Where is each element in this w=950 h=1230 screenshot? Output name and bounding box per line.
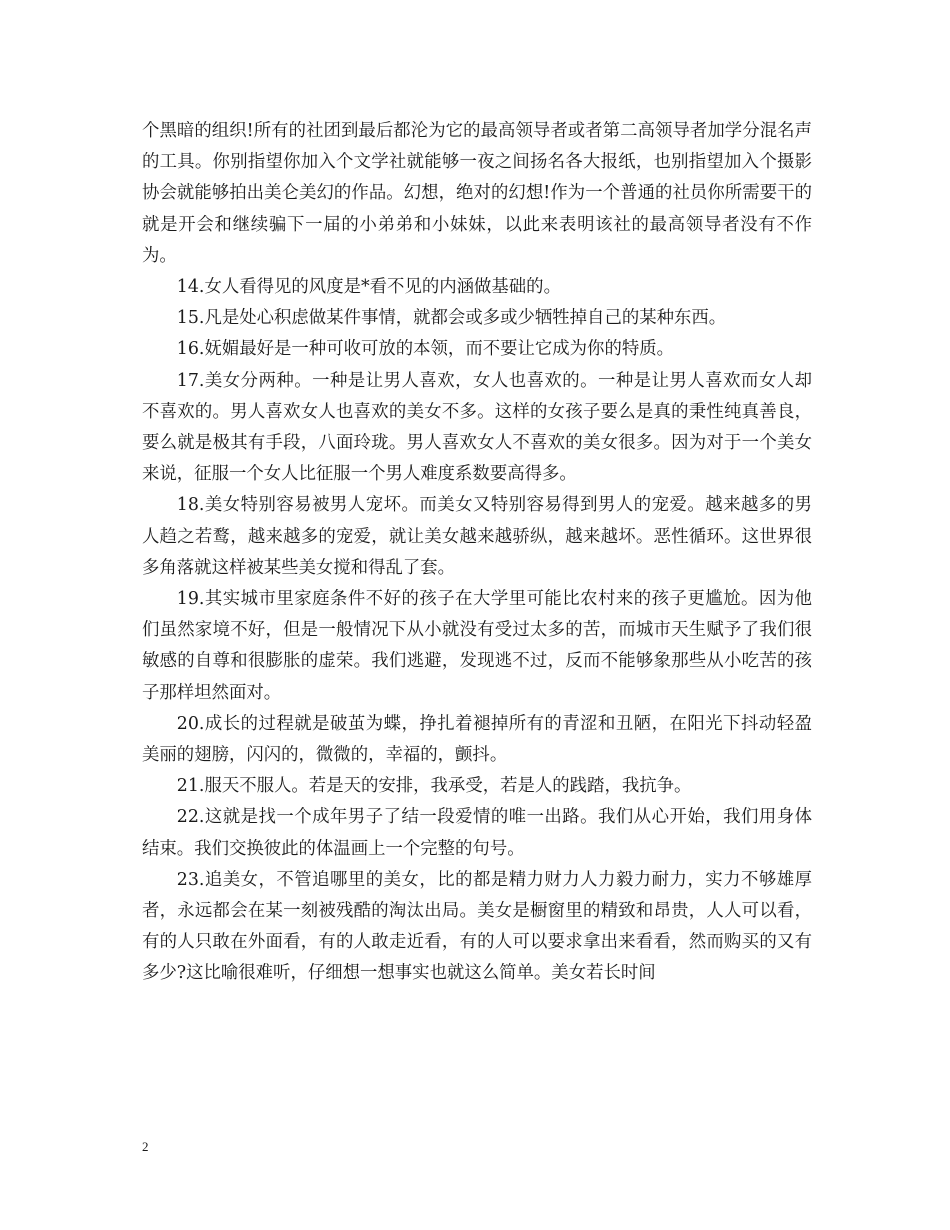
paragraph-17: 17.美女分两种。一种是让男人喜欢，女人也喜欢的。一种是让男人喜欢而女人却不喜欢的。男人喜欢女人也喜欢的美女不多。这样的女孩子要么是真的秉性纯真善良，要么就是极其有手段，八面玲珑。男人喜欢女人不喜欢的美女很多。因为对于一个美女来说，征服一个女人比征服一个男人难度系数要高得多。 [142,370,812,485]
document-body [142,116,812,990]
paragraph-22: 22.这就是找一个成年男子了结一段爱情的唯一出路。我们从心开始，我们用身体结束。我们交换彼此的体温画上一个完整的句号。 [142,807,812,859]
paragraph-18: 18.美女特别容易被男人宠坏。而美女又特别容易得到男人的宠爱。越来越多的男人趋之若鹜，越来越多的宠爱，就让美女越来越骄纵，越来越坏。恶性循环。这世界很多角落就这样被某些美女搅和得乱了套。 [142,495,812,578]
paragraph-21: 21.服天不服人。若是天的安排，我承受，若是人的践踏，我抗争。 [176,776,692,797]
paragraph-23: 23.追美女，不管追哪里的美女，比的都是精力财力人力毅力耐力，实力不够雄厚者，永远都会在某一刻被残酷的淘汰出局。美女是橱窗里的精致和昂贵，人人可以看，有的人只敢在外面看，有的人敢走近看，有的人可以要求拿出来看看，然而购买的又有多少?这比喻很难听，仔细想一想事实也就这么简单。美女若长时间 [142,869,812,984]
paragraph-20: 20.成长的过程就是破茧为蝶，挣扎着褪掉所有的青涩和丑陋，在阳光下抖动轻盈美丽的翅膀，闪闪的，微微的，幸福的，颤抖。 [142,713,812,766]
paragraph-14: 14.女人看得见的风度是*看不见的内涵做基础的。 [176,277,561,298]
paragraph-16: 16.妩媚最好是一种可收可放的本领，而不要让它成为你的特质。 [176,339,675,360]
paragraph-19: 19.其实城市里家庭条件不好的孩子在大学里可能比农村来的孩子更尴尬。因为他们虽然家境不好，但是一般情况下从小就没有受过太多的苦，而城市天生赋予了我们很敏感的自尊和很膨胀的虚荣。我们逃避，发现逃不过，反而不能够象那些从小吃苦的孩子那样坦然面对。 [142,589,812,703]
paragraph-continued: 个黑暗的组织!所有的社团到最后都沦为它的最高领导者或者第二高领导者加学分混名声的工具。你别指望你加入个文学社就能够一夜之间扬名各大报纸，也别指望加入个摄影协会就能够拍出美仑美幻的作品。幻想，绝对的幻想!作为一个普通的社员你所需要干的就是开会和继续骗下一届的小弟弟和小妹妹，以此来表明该社的最高领导者没有不作为。 [142,121,812,266]
page-number: 2 [142,1139,149,1154]
paragraph-15: 15.凡是处心积虑做某件事情，就都会或多或少牺牲掉自己的某种东西。 [176,308,727,329]
